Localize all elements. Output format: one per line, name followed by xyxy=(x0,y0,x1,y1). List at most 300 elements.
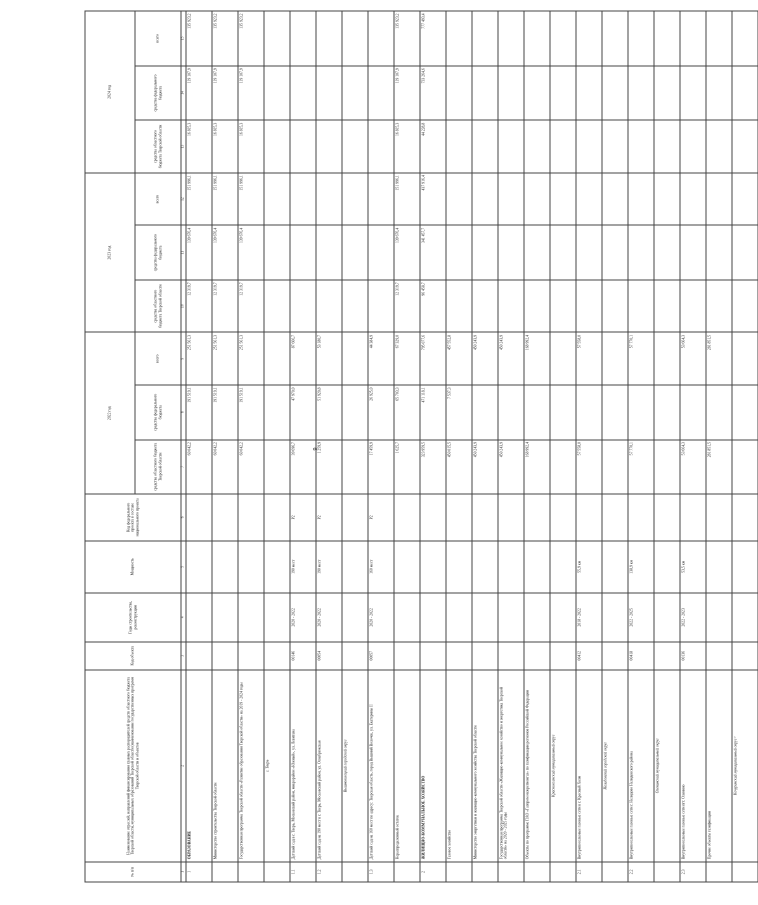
row-number xyxy=(472,862,498,882)
row-value xyxy=(654,66,680,121)
row-value: 251 561,3 xyxy=(212,332,238,385)
row-value: 191 519,1 xyxy=(238,385,264,440)
table-header xyxy=(85,11,186,882)
row-capacity xyxy=(472,541,498,594)
row-years xyxy=(732,593,758,641)
row-value xyxy=(732,120,758,173)
row-capacity xyxy=(602,541,628,594)
row-value xyxy=(654,332,680,385)
row-value xyxy=(602,173,628,226)
row-value: 323 959,5 xyxy=(420,440,446,495)
row-value: 168 992,4 xyxy=(524,440,550,495)
table-row xyxy=(264,11,290,882)
row-value xyxy=(550,225,576,280)
row-value: 135 923,2 xyxy=(212,11,238,66)
row-value xyxy=(316,173,342,226)
row-value xyxy=(446,225,472,280)
row-value xyxy=(316,280,342,333)
row-value: 16 815,3 xyxy=(238,120,264,173)
row-value xyxy=(264,440,290,495)
row-value xyxy=(706,225,732,280)
row-value xyxy=(576,120,602,173)
row-capacity xyxy=(654,541,680,594)
row-value: 450 015,5 xyxy=(446,440,472,495)
row-years xyxy=(602,593,628,641)
row-fed-code xyxy=(420,494,446,540)
row-value xyxy=(498,280,524,333)
row-value: 139 676,4 xyxy=(394,225,420,280)
column-index: 12 xyxy=(181,173,186,226)
row-name: ОБРАЗОВАНИЕ xyxy=(186,670,212,862)
row-value: 151 996,1 xyxy=(212,173,238,226)
row-years xyxy=(706,593,732,641)
table-row xyxy=(420,11,446,882)
row-name: Прочие объекты газификации xyxy=(706,670,732,862)
row-value xyxy=(472,385,498,440)
row-value: 191 519,1 xyxy=(212,385,238,440)
row-value xyxy=(628,385,654,440)
row-code xyxy=(212,642,238,670)
row-value: 437 916,4 xyxy=(420,173,446,226)
row-code: 00054 xyxy=(316,642,342,670)
row-value: 51 920,8 xyxy=(316,385,342,440)
row-value xyxy=(316,225,342,280)
row-value xyxy=(368,11,394,66)
row-fed-code xyxy=(732,494,758,540)
row-value xyxy=(628,225,654,280)
row-years xyxy=(186,593,212,641)
row-name: Газовое хозяйство xyxy=(446,670,472,862)
row-code: 00412 xyxy=(576,642,602,670)
row-value: 60 042,2 xyxy=(238,440,264,495)
row-value xyxy=(732,173,758,226)
column-index: 3 xyxy=(181,642,186,670)
row-years xyxy=(498,593,524,641)
row-code: 00418 xyxy=(628,642,654,670)
row-value: 733 264,6 xyxy=(420,66,446,121)
row-value xyxy=(550,332,576,385)
row-value: 450 243,9 xyxy=(498,332,524,385)
row-years: 2020 - 2022 xyxy=(368,593,394,641)
row-value xyxy=(368,280,394,333)
row-number xyxy=(212,862,238,882)
row-number xyxy=(524,862,550,882)
row-value xyxy=(472,120,498,173)
row-name: г. Тверь xyxy=(264,670,290,862)
row-years xyxy=(420,593,446,641)
row-value xyxy=(524,173,550,226)
row-value xyxy=(498,385,524,440)
header-years: Годы строительства, реконструкции xyxy=(85,593,181,641)
table-row xyxy=(394,11,420,882)
row-value xyxy=(680,385,706,440)
row-value xyxy=(446,173,472,226)
row-value xyxy=(342,440,368,495)
row-capacity: 55,9 км xyxy=(576,541,602,594)
row-value xyxy=(654,173,680,226)
row-value xyxy=(550,385,576,440)
table-row xyxy=(342,11,368,882)
row-value xyxy=(732,11,758,66)
header-2024: 2024 год xyxy=(85,11,135,173)
row-value: 281 851,5 xyxy=(706,440,732,495)
row-value xyxy=(628,120,654,173)
row-value: 44 384,9 xyxy=(368,332,394,385)
row-number xyxy=(446,862,472,882)
row-value: 119 107,9 xyxy=(186,66,212,121)
row-capacity xyxy=(212,541,238,594)
row-value xyxy=(498,66,524,121)
row-value: 1 259,9 xyxy=(316,440,342,495)
row-code xyxy=(706,642,732,670)
row-name: Нераспределенный остаток xyxy=(394,670,420,862)
row-value xyxy=(732,280,758,333)
column-index: 5 xyxy=(181,541,186,594)
row-value xyxy=(498,225,524,280)
row-value xyxy=(264,280,290,333)
column-index: 4 xyxy=(181,593,186,641)
row-fed-code: P2 xyxy=(368,494,394,540)
row-value: 67 329,0 xyxy=(394,332,420,385)
row-fed-code xyxy=(264,494,290,540)
table-row xyxy=(706,11,732,882)
row-value: 53 664,3 xyxy=(680,440,706,495)
row-value: 139 676,4 xyxy=(212,225,238,280)
row-value xyxy=(654,440,680,495)
row-value xyxy=(368,173,394,226)
row-value: 191 519,1 xyxy=(186,385,212,440)
row-value: 450 243,9 xyxy=(498,440,524,495)
row-value xyxy=(602,385,628,440)
row-number xyxy=(550,862,576,882)
column-index: 15 xyxy=(181,11,186,66)
column-index: 13 xyxy=(181,120,186,173)
row-value: 135 923,2 xyxy=(238,11,264,66)
row-capacity: 160 мест xyxy=(368,541,394,594)
row-code xyxy=(654,642,680,670)
row-value xyxy=(680,173,706,226)
row-name: Нелидовский городской округ xyxy=(602,670,628,862)
row-value: 450 243,9 xyxy=(472,440,498,495)
row-value xyxy=(706,280,732,333)
row-value xyxy=(680,66,706,121)
row-value xyxy=(602,440,628,495)
row-code xyxy=(238,642,264,670)
table-row xyxy=(368,11,394,882)
row-value xyxy=(706,120,732,173)
row-value xyxy=(550,440,576,495)
row-value xyxy=(472,280,498,333)
row-value xyxy=(654,11,680,66)
table-row xyxy=(212,11,238,882)
row-value: 7 537,3 xyxy=(446,385,472,440)
row-fed-code xyxy=(212,494,238,540)
row-fed-code xyxy=(680,494,706,540)
row-name: Государственная программа Тверской области «Жилищно-коммунальное хозяйство и энергетика Тверской области» на 2020 - 2025 годы xyxy=(498,670,524,862)
row-value xyxy=(264,332,290,385)
row-years xyxy=(446,593,472,641)
row-number: 1.2 xyxy=(316,862,342,882)
rotated-page xyxy=(1,0,738,905)
row-code: 00146 xyxy=(290,642,316,670)
row-value: 96 458,7 xyxy=(420,280,446,333)
row-capacity xyxy=(420,541,446,594)
row-value: 151 996,1 xyxy=(238,173,264,226)
row-fed-code xyxy=(394,494,420,540)
row-value: 57 558,0 xyxy=(576,332,602,385)
row-value: 151 996,1 xyxy=(186,173,212,226)
budget-table xyxy=(85,11,758,883)
row-years: 2020 - 2022 xyxy=(290,593,316,641)
table-row xyxy=(238,11,264,882)
row-value: 60 042,2 xyxy=(186,440,212,495)
table-row xyxy=(576,11,602,882)
row-value xyxy=(602,280,628,333)
row-value xyxy=(550,11,576,66)
row-code: 00136 xyxy=(680,642,706,670)
header-name: Наименование отраслей, направлений финансирования главных распорядителей средств областного бюджета Тверской области, муниципальных образований Тверской области (наименование государственных программ Тверской области и объектов xyxy=(85,670,181,862)
row-value xyxy=(706,173,732,226)
row-value: 119 107,9 xyxy=(394,66,420,121)
row-number: I xyxy=(186,862,212,882)
row-value: 16 815,3 xyxy=(394,120,420,173)
row-value xyxy=(264,225,290,280)
row-value xyxy=(628,173,654,226)
row-value: 457 552,8 xyxy=(446,332,472,385)
row-value xyxy=(290,173,316,226)
row-value xyxy=(706,385,732,440)
row-value xyxy=(342,332,368,385)
row-value xyxy=(654,385,680,440)
table-body xyxy=(186,11,758,882)
row-value xyxy=(550,173,576,226)
row-value: 12 319,7 xyxy=(394,280,420,333)
row-value xyxy=(316,66,342,121)
row-years xyxy=(342,593,368,641)
row-value xyxy=(290,66,316,121)
row-fed-code xyxy=(342,494,368,540)
row-code xyxy=(732,642,758,670)
row-name: Внутрипоселковые газовые сети г. Нелидово Нелидовского района xyxy=(628,670,654,862)
row-name: Краснохолмский муниципальный округ xyxy=(550,670,576,862)
row-name: Кочуринский муниципальный округ ¹ xyxy=(732,670,758,862)
row-value: 777 493,4 xyxy=(420,11,446,66)
row-years xyxy=(524,593,550,641)
row-value: 251 561,3 xyxy=(238,332,264,385)
row-value xyxy=(498,173,524,226)
header-regional: средства областного бюджета Тверской области xyxy=(135,440,181,495)
header-2023: 2023 год xyxy=(85,173,135,333)
row-value xyxy=(316,11,342,66)
row-fed-code xyxy=(498,494,524,540)
column-index: 14 xyxy=(181,66,186,121)
row-number xyxy=(238,862,264,882)
row-name: Вышневолоцкий городской округ xyxy=(342,670,368,862)
row-value xyxy=(472,66,498,121)
header-2022: 2022 год xyxy=(85,332,135,494)
row-value xyxy=(550,120,576,173)
row-name: Детский сад в г. Тверь, Московский район, микрорайон «Южный», ул. Левитана xyxy=(290,670,316,862)
table-row xyxy=(472,11,498,882)
row-value: 53 664,3 xyxy=(680,332,706,385)
row-value xyxy=(732,332,758,385)
row-value xyxy=(654,280,680,333)
table-row xyxy=(654,11,680,882)
row-number: 2 xyxy=(420,862,446,882)
row-code xyxy=(420,642,446,670)
column-index: 9 xyxy=(181,332,186,385)
column-index: 10 xyxy=(181,280,186,333)
row-value xyxy=(654,225,680,280)
row-value xyxy=(342,66,368,121)
header-capacity: Мощность xyxy=(85,541,181,594)
row-number: 1.1 xyxy=(290,862,316,882)
header-regional: средства областного бюджета Тверской области xyxy=(135,280,181,333)
header-code: Код объекта xyxy=(85,642,181,670)
row-value xyxy=(550,280,576,333)
header-total: всего xyxy=(135,332,181,385)
row-capacity: 190 мест xyxy=(290,541,316,594)
table-row xyxy=(550,11,576,882)
row-value xyxy=(602,11,628,66)
row-value xyxy=(602,225,628,280)
row-value: 168 992,4 xyxy=(524,332,550,385)
row-value: 57 770,1 xyxy=(628,332,654,385)
header-federal: средства федерального бюджета xyxy=(135,225,181,280)
row-value: 12 319,7 xyxy=(212,280,238,333)
row-name: Внутрипоселковые газовые сети в г. Красный Холм xyxy=(576,670,602,862)
row-value xyxy=(316,120,342,173)
row-capacity xyxy=(446,541,472,594)
row-capacity: 138,9 км xyxy=(628,541,654,594)
row-years xyxy=(212,593,238,641)
row-number xyxy=(654,862,680,882)
row-value: 65 703,3 xyxy=(394,385,420,440)
row-code xyxy=(524,642,550,670)
row-value xyxy=(602,332,628,385)
row-value xyxy=(342,280,368,333)
row-number xyxy=(264,862,290,882)
row-value xyxy=(602,66,628,121)
row-value xyxy=(576,280,602,333)
row-value xyxy=(368,225,394,280)
row-capacity xyxy=(732,541,758,594)
row-number xyxy=(498,862,524,882)
row-value: 87 666,7 xyxy=(290,332,316,385)
row-value: 119 107,9 xyxy=(238,66,264,121)
row-number xyxy=(602,862,628,882)
row-name: Объекты по программе ПАО «Газпром межрегионгаз» по газификации регионов Российской Федерации xyxy=(524,670,550,862)
row-capacity xyxy=(238,541,264,594)
header-federal: средства федерального бюджета xyxy=(135,385,181,440)
row-value: 53 180,7 xyxy=(316,332,342,385)
row-value: 281 851,5 xyxy=(706,332,732,385)
row-value xyxy=(368,120,394,173)
row-value xyxy=(680,280,706,333)
row-code xyxy=(186,642,212,670)
row-fed-code xyxy=(654,494,680,540)
row-years xyxy=(654,593,680,641)
page-number: 9 xyxy=(313,447,319,451)
row-value: 12 319,7 xyxy=(186,280,212,333)
row-fed-code xyxy=(550,494,576,540)
row-name: ЖИЛИЩНО-КОММУНАЛЬНОЕ ХОЗЯЙСТВО xyxy=(420,670,446,862)
row-value xyxy=(576,11,602,66)
row-value xyxy=(290,225,316,280)
row-fed-code xyxy=(602,494,628,540)
row-code xyxy=(446,642,472,670)
row-code xyxy=(394,642,420,670)
row-value xyxy=(732,66,758,121)
row-value: 16 815,3 xyxy=(212,120,238,173)
row-name: Детский сад на 190 мест в г. Тверь, Московский район, ул. Оснабрюкская xyxy=(316,670,342,862)
row-value: 57 770,1 xyxy=(628,440,654,495)
row-value xyxy=(472,225,498,280)
row-value: 47 970,0 xyxy=(290,385,316,440)
row-value xyxy=(576,173,602,226)
row-fed-code xyxy=(238,494,264,540)
column-index: 8 xyxy=(181,385,186,440)
row-name: Министерство энергетики и жилищно-коммунального хозяйства Тверской области xyxy=(472,670,498,862)
row-fed-code xyxy=(186,494,212,540)
row-fed-code xyxy=(576,494,602,540)
row-number: 2.1 xyxy=(576,862,602,882)
row-capacity xyxy=(186,541,212,594)
row-number: 1.3 xyxy=(368,862,394,882)
row-years xyxy=(264,593,290,641)
row-capacity xyxy=(264,541,290,594)
row-value: 39 696,7 xyxy=(290,440,316,495)
row-value: 119 107,9 xyxy=(212,66,238,121)
row-code xyxy=(264,642,290,670)
table-row xyxy=(186,11,212,882)
row-value xyxy=(524,66,550,121)
table-row xyxy=(524,11,550,882)
row-value xyxy=(446,120,472,173)
table-row xyxy=(446,11,472,882)
row-value xyxy=(576,225,602,280)
row-value xyxy=(680,11,706,66)
row-code: 00057 xyxy=(368,642,394,670)
row-value xyxy=(524,11,550,66)
header-fed-code: Код федерального проекта в составе национального проекта xyxy=(85,494,181,540)
row-value: 57 558,0 xyxy=(576,440,602,495)
row-value xyxy=(446,11,472,66)
table-row xyxy=(602,11,628,882)
row-value: 17 459,9 xyxy=(368,440,394,495)
row-value xyxy=(628,66,654,121)
row-value xyxy=(628,280,654,333)
header-total: всего xyxy=(135,11,181,66)
row-value xyxy=(342,385,368,440)
row-value: 16 815,3 xyxy=(186,120,212,173)
row-value xyxy=(472,11,498,66)
row-value xyxy=(524,385,550,440)
row-code xyxy=(342,642,368,670)
row-fed-code xyxy=(524,494,550,540)
row-value xyxy=(264,120,290,173)
row-number xyxy=(706,862,732,882)
row-number xyxy=(342,862,368,882)
row-capacity: 190 мест xyxy=(316,541,342,594)
row-value xyxy=(342,120,368,173)
row-number: 2.2 xyxy=(628,862,654,882)
row-value xyxy=(342,173,368,226)
row-value xyxy=(680,120,706,173)
row-value xyxy=(446,66,472,121)
row-value: 135 923,2 xyxy=(186,11,212,66)
row-number xyxy=(732,862,758,882)
